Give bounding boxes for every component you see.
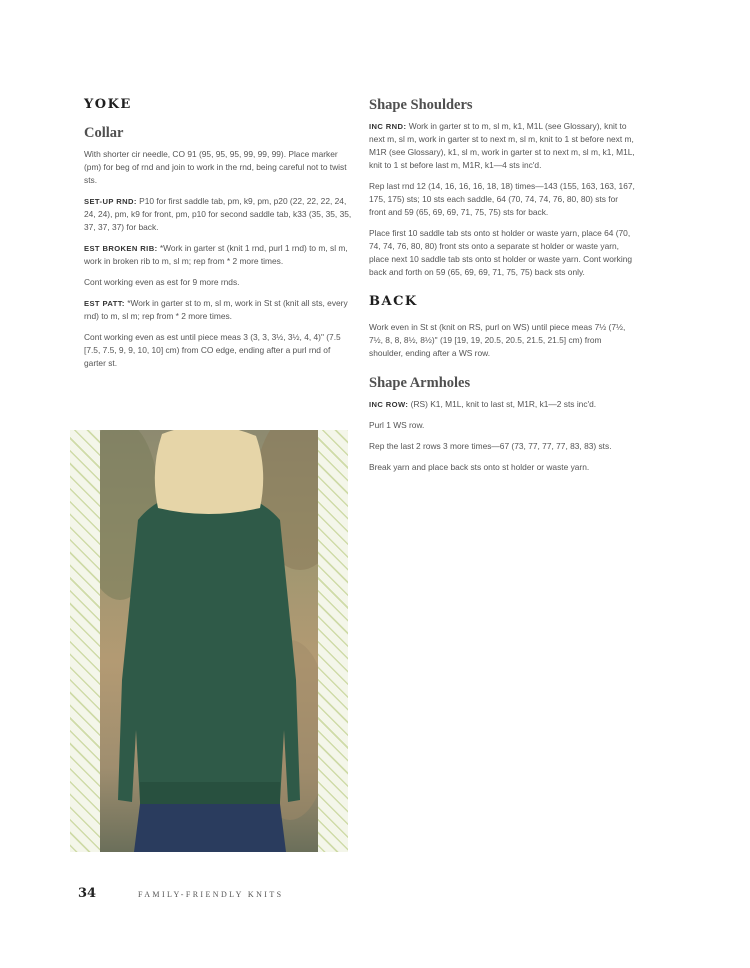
collar-est-pattern <box>84 297 352 323</box>
inc-row-paragraph <box>369 398 637 411</box>
collar-measure: Cont working even as est until piece meas 3 (3, 3, 3½, 3½, 4, 4)" (7.5 [7.5, 7.5, 9, 9, 10, 10] cm) from CO edge, ending after a purl rnd of garter st. <box>84 332 341 368</box>
repeat-rows-paragraph: Rep the last 2 rows 3 more times—67 (73, 77, 77, 77, 83, 83) sts. <box>369 441 612 451</box>
break-yarn-paragraph: Break yarn and place back sts onto st holder or waste yarn. <box>369 462 590 472</box>
inc-round-paragraph <box>369 120 637 172</box>
chevron-border-right <box>318 430 348 852</box>
est-pattern-text: *Work in garter st to m, sl m, work in St st (knit all sts, every rnd) to m, sl m; rep from * 2 more times. <box>84 298 348 321</box>
collar-heading: Collar <box>84 125 124 141</box>
right-column <box>369 96 637 482</box>
sweater-photo <box>100 430 318 852</box>
inc-row-text: (RS) K1, M1L, knit to last st, M1R, k1—2 sts inc'd. <box>408 399 597 409</box>
section-yoke <box>84 96 352 370</box>
collar-setup-round <box>84 195 352 234</box>
left-column <box>84 96 352 378</box>
chevron-border-left <box>70 430 100 852</box>
est-pattern-label: EST PATT: <box>84 299 125 308</box>
setup-round-text: P10 for first saddle tab, pm, k9, pm, p20 (22, 22, 22, 24, 24, 24), pm, k9 for front, pm, p10 for second saddle tab, k33 (35, 35, 35, 37, 37, 37) for back. <box>84 196 352 232</box>
collar-broken-rib <box>84 242 352 268</box>
shape-armholes-heading: Shape Armholes <box>369 375 471 391</box>
inc-round-label: INC RND: <box>369 122 407 131</box>
section-back <box>369 293 637 474</box>
page-number: 34 <box>78 886 97 901</box>
back-paragraph: Work even in St st (knit on RS, purl on WS) until piece meas 7½ (7½, 7½, 8, 8, 8½, 8½)" (19 [19, 19, 20.5, 20.5, 21.5, 21.5] cm) from shoulder, ending after a WS row. <box>369 322 626 358</box>
collar-paragraph: With shorter cir needle, CO 91 (95, 95, 95, 99, 99, 99). Place marker (pm) for beg of rnd and join to work in the rnd, being careful not to twist sts. <box>84 149 347 185</box>
yoke-heading: YOKE <box>84 97 132 112</box>
subsection-collar <box>84 124 352 370</box>
inc-row-label: INC ROW: <box>369 400 409 409</box>
back-heading: BACK <box>369 294 418 309</box>
place-stitches-paragraph: Place first 10 saddle tab sts onto st holder or waste yarn, place 64 (70, 74, 74, 76, 80, 80) front sts onto a separate st holder or waste yarn, place next 10 saddle tab sts onto st holder or waste yarn. Cont working back and forth on 59 (65, 69, 69, 71, 75, 75) back sts only. <box>369 228 633 277</box>
photo-frame <box>70 430 348 852</box>
broken-rib-text: *Work in garter st (knit 1 rnd, purl 1 rnd) to m, sl m, work in broken rib to m, sl m; rep from * 2 more times. <box>84 243 348 266</box>
broken-rib-label: EST BROKEN RIB: <box>84 244 158 253</box>
setup-round-label: SET-UP RND: <box>84 197 137 206</box>
collar-continue: Cont working even as est for 9 more rnds. <box>84 277 240 287</box>
subsection-shape-armholes <box>369 374 637 474</box>
sweater-body <box>118 488 300 802</box>
inc-round-text: Work in garter st to m, sl m, k1, M1L (see Glossary), knit to next m, sl m, work in garter st to next m, sl m, knit to 1 st before next m, M1R (see Glossary), k1, sl m, work in garter st to next m, sl m, k1, M1L, knit to 1 st before last m, M1R, k1—4 sts inc'd. <box>369 121 635 170</box>
running-title: FAMILY-FRIENDLY KNITS <box>138 890 284 899</box>
repeat-round-paragraph: Rep last rnd 12 (14, 16, 16, 16, 18, 18) times—143 (155, 163, 163, 167, 175, 175) sts; 10 sts each saddle, 64 (70, 74, 74, 76, 80, 80) sts for front and 59 (65, 69, 69, 71, 75, 75) sts for back. <box>369 181 635 217</box>
purl-row-paragraph: Purl 1 WS row. <box>369 420 425 430</box>
shape-shoulders-heading: Shape Shoulders <box>369 97 473 113</box>
subsection-shape-shoulders <box>369 96 637 279</box>
